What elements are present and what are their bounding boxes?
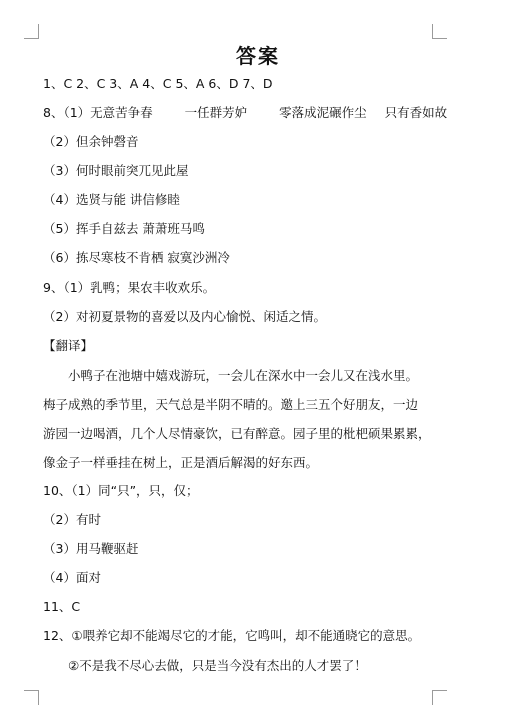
page-title: 答案 xyxy=(236,44,280,68)
translation-line: 游园一边喝酒，几个人尽情豪饮，已有醉意。园子里的枇杷硕果累累， xyxy=(43,426,431,441)
crop-mark-bottom-left xyxy=(24,690,39,705)
q8-part-1c: 零落成泥碾作尘 xyxy=(279,105,367,120)
crop-mark-top-left xyxy=(24,24,39,39)
q8-line-5: （5）挥手自兹去 萧萧班马鸣 xyxy=(43,221,205,236)
translation-line: 像金子一样垂挂在树上，正是酒后解渴的好东西。 xyxy=(43,455,319,470)
q11-answer: 11、C xyxy=(43,599,81,614)
q10-line-4: （4）面对 xyxy=(43,570,101,585)
q8-line-6: （6）拣尽寒枝不肯栖 寂寞沙洲冷 xyxy=(43,250,230,265)
q8-part-1b: 一任群芳妒 xyxy=(184,105,248,120)
q9-line-2: （2）对初夏景物的喜爱以及内心愉悦、闲适之情。 xyxy=(43,309,326,324)
translation-paragraph xyxy=(43,361,438,477)
q8-line-4: （4）选贤与能 讲信修睦 xyxy=(43,192,180,207)
q10-line-2: （2）有时 xyxy=(43,512,101,527)
q10-line-3: （3）用马鞭驱赶 xyxy=(43,541,139,556)
translation-header: 【翻译】 xyxy=(43,338,94,353)
q8-part-1d: 只有香如故 xyxy=(384,105,448,120)
q9-line-1: 9、（1）乳鸭；果农丰收欢乐。 xyxy=(43,280,216,295)
translation-line: 小鸭子在池塘中嬉戏游玩，一会儿在深水中一会儿又在浅水里。 xyxy=(68,368,419,383)
q8-line-2: （2）但余钟磬音 xyxy=(43,134,139,149)
crop-mark-top-right xyxy=(432,24,447,39)
multiple-choice-answers: 1、C 2、C 3、A 4、C 5、A 6、D 7、D xyxy=(43,76,273,91)
q12-line-2: ②不是我不尽心去做，只是当今没有杰出的人才罢了！ xyxy=(68,658,367,673)
crop-mark-bottom-right xyxy=(432,690,447,705)
q8-line-3: （3）何时眼前突兀见此屋 xyxy=(43,163,189,178)
translation-line: 梅子成熟的季节里，天气总是半阴不晴的。邀上三五个好朋友，一边 xyxy=(43,397,419,412)
q12-line-1: 12、①喂养它却不能竭尽它的才能，它鸣叫，却不能通晓它的意思。 xyxy=(43,628,421,643)
q8-line-1 xyxy=(43,103,447,123)
q10-line-1: 10、（1）同“只”，只，仅； xyxy=(43,483,199,498)
q8-part-1a: 8、（1）无意苦争春 xyxy=(43,105,153,120)
